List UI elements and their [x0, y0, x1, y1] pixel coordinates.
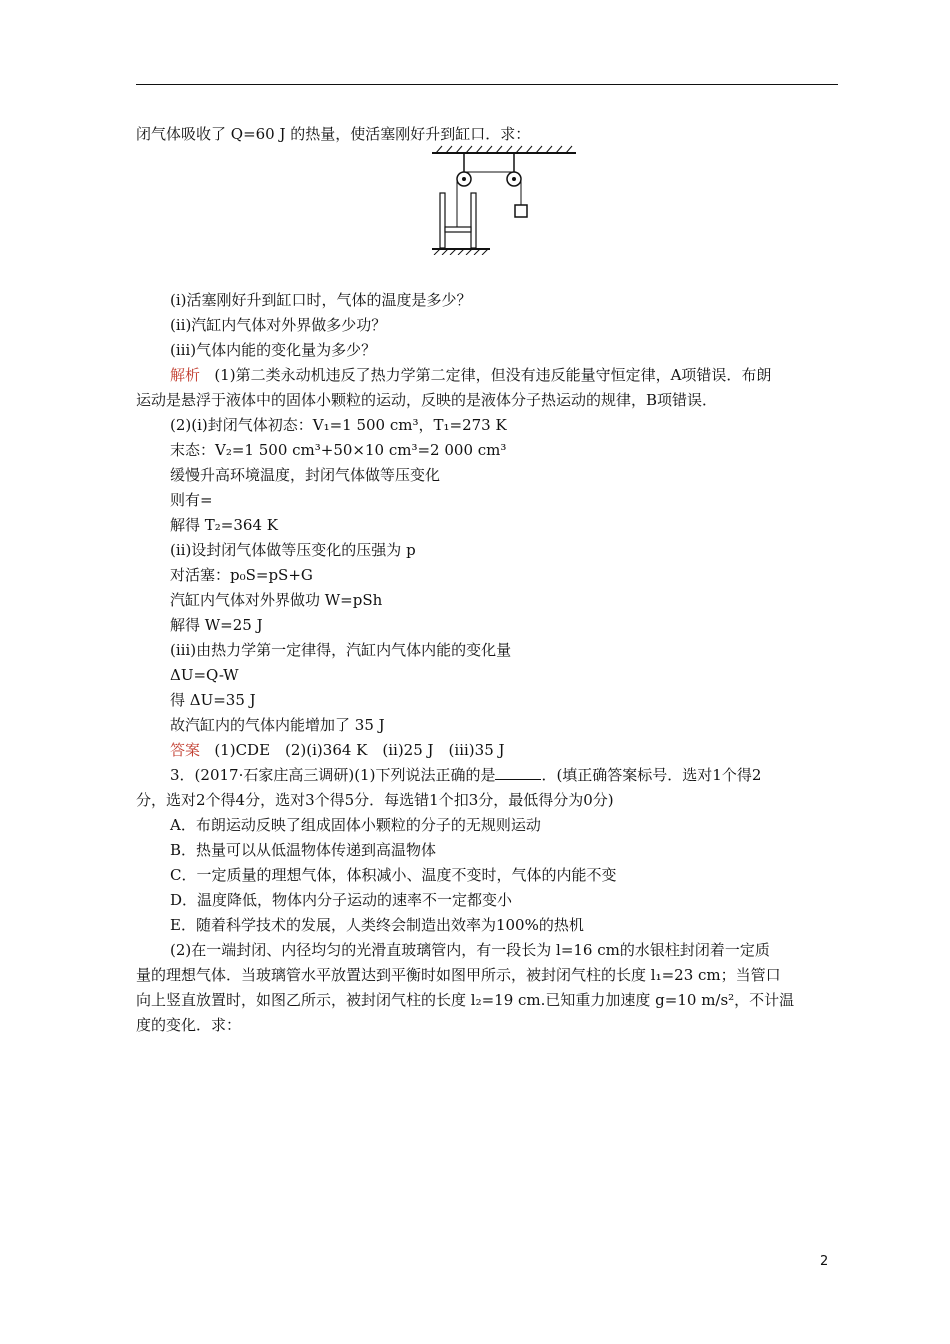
option-b: B．热量可以从低温物体传递到高温物体 — [170, 841, 437, 859]
question-3-text-cont: ．(填正确答案标号．选对1个得2 — [541, 766, 762, 784]
text-line: 故汽缸内的气体内能增加了 35 J — [170, 716, 385, 734]
text-line: 缓慢升高环境温度，封闭气体做等压变化 — [170, 466, 441, 484]
answer-blank[interactable] — [495, 765, 541, 780]
analysis-label: 解析 — [170, 366, 201, 384]
text-line: (2)(ⅰ)封闭气体初态：V₁=1 500 cm³，T₁=273 K — [170, 416, 507, 434]
question-iii: (ⅲ)气体内能的变化量为多少？ — [170, 341, 377, 359]
text-line: 则有= — [170, 491, 213, 509]
text-line: (ⅱ)设封闭气体做等压变化的压强为 p — [170, 541, 416, 559]
question-3-line — [170, 765, 761, 785]
page-number: 2 — [820, 1254, 829, 1269]
analysis-line — [170, 365, 771, 385]
text-line: 得 ΔU=35 J — [170, 691, 256, 709]
text-line: (ⅲ)由热力学第一定律得，汽缸内气体内能的变化量 — [170, 641, 512, 659]
header-rule — [136, 84, 838, 85]
text-line: 末态：V₂=1 500 cm³+50×10 cm³=2 000 cm³ — [170, 441, 507, 459]
text-line: 度的变化．求： — [136, 1016, 242, 1034]
text-line: ΔU=Q-W — [170, 666, 239, 684]
question-ii: (ⅱ)汽缸内气体对外界做多少功？ — [170, 316, 387, 334]
option-e: E．随着科学技术的发展，人类终会制造出效率为100%的热机 — [170, 916, 584, 934]
text-line: 对活塞：p₀S=pS+G — [170, 566, 313, 584]
text-line: 分，选对2个得4分，选对3个得5分．每选错1个扣3分，最低得分为0分) — [136, 791, 614, 809]
analysis-text: (1)第二类永动机违反了热力学第二定律，但没有违反能量守恒定律，A项错误．布朗 — [214, 366, 772, 384]
question-3-text: 3．(2017·石家庄高三调研)(1)下列说法正确的是 — [170, 766, 496, 784]
option-d: D．温度降低，物体内分子运动的速率不一定都变小 — [170, 891, 513, 909]
answer-line — [170, 740, 505, 760]
text-line: 解得 W=25 J — [170, 616, 263, 634]
text-line: 向上竖直放置时，如图乙所示，被封闭气柱的长度 l₂=19 cm.已知重力加速度 g=10 m/s²，不计温 — [136, 991, 795, 1009]
option-a: A．布朗运动反映了组成固体小颗粒的分子的无规则运动 — [170, 816, 541, 834]
answer-label: 答案 — [170, 741, 201, 759]
text-line: 运动是悬浮于液体中的固体小颗粒的运动，反映的是液体分子热运动的规律，B项错误． — [136, 391, 718, 409]
text-line: 解得 T₂=364 K — [170, 516, 278, 534]
option-c: C．一定质量的理想气体，体积减小、温度不变时，气体的内能不变 — [170, 866, 617, 884]
text-line: 闭气体吸收了 Q=60 J 的热量，使活塞刚好升到缸口．求： — [136, 125, 531, 143]
text-line: 汽缸内气体对外界做功 W=pSh — [170, 591, 383, 609]
text-line: (2)在一端封闭、内径均匀的光滑直玻璃管内，有一段长为 l=16 cm的水银柱封闭着一定质 — [170, 941, 770, 959]
question-i: (ⅰ)活塞刚好升到缸口时，气体的温度是多少？ — [170, 291, 472, 309]
text-line: 量的理想气体．当玻璃管水平放置达到平衡时如图甲所示，被封闭气柱的长度 l₁=23 cm；当管口 — [136, 966, 781, 984]
answer-text: (1)CDE (2)(ⅰ)364 K (ⅱ)25 J (ⅲ)35 J — [214, 741, 505, 759]
pulley-cylinder-figure — [420, 143, 580, 255]
